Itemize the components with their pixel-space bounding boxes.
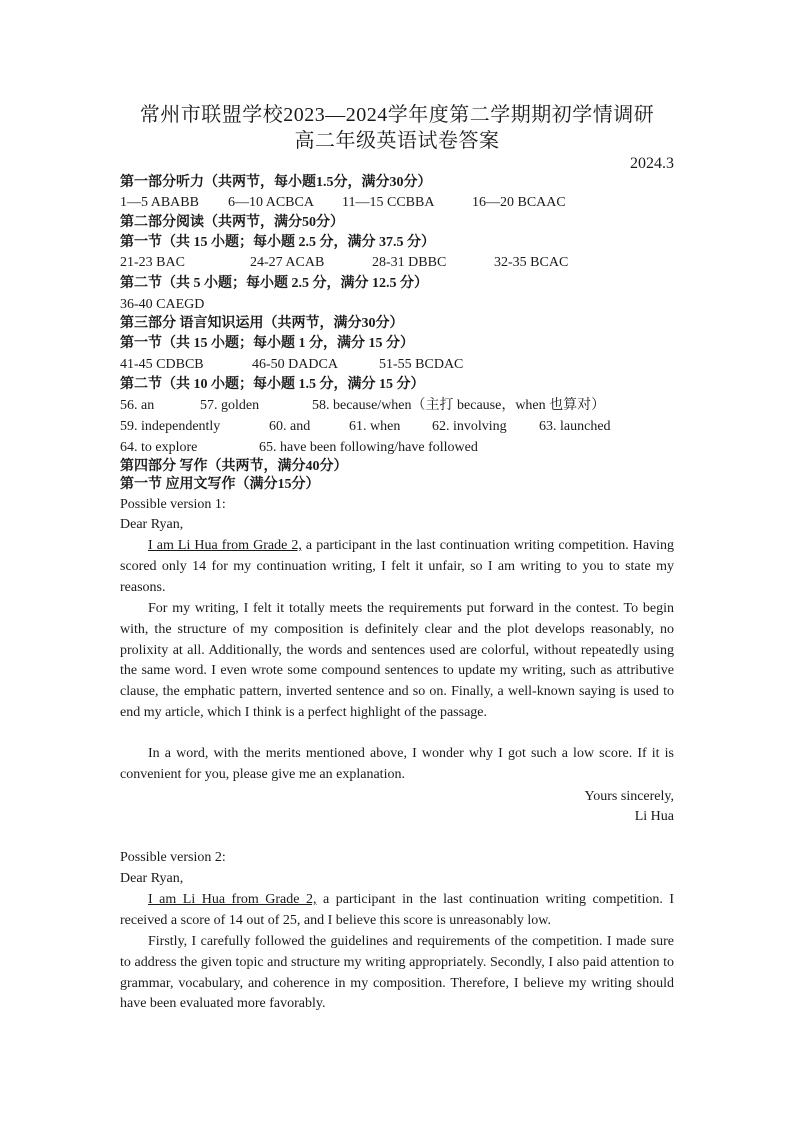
page-title: 常州市联盟学校2023—2024学年度第二学期期初学情调研 [139,104,655,126]
paragraph-text: a participant in the last continuation writing competition. Having scored only 14 for my continuation writing, I felt it unfair, so I am writing to you to state my reasons. [120,538,674,595]
version2-greeting: Dear Ryan, [120,871,184,886]
blank-answer: 58. because/when（主打 because，when 也算对） [312,398,606,413]
blank-answer: 63. launched [539,419,611,434]
blank-answer: 62. involving [432,419,507,434]
answer-group: 36-40 CAEGD [120,297,205,312]
answer-group: 21-23 BAC [120,255,185,270]
part3-section2-heading: 第二节（共 10 小题；每小题 1.5 分，满分 15 分） [120,377,425,392]
answer-group: 16—20 BCAAC [472,195,566,210]
version2-paragraph-1 [120,890,674,932]
part1-heading: 第一部分听力（共两节，每小题1.5分，满分30分） [120,175,432,190]
blank-answer: 60. and [269,419,311,434]
answer-group: 41-45 CDBCB [120,357,204,372]
answer-group: 11—15 CCBBA [342,195,435,210]
version1-greeting: Dear Ryan, [120,517,184,532]
version1-paragraph-3: In a word, with the merits mentioned above, I wonder why I got such a low score. If it is convenient for you, please give me an explanation. [120,746,674,782]
answer-group: 46-50 DADCA [252,357,338,372]
part3-heading: 第三部分 语言知识运用（共两节，满分30分） [120,316,404,331]
exam-date: 2024.3 [630,155,674,172]
part4-section1-heading: 第一节 应用文写作（满分15分） [120,477,320,492]
part2-section2-heading: 第二节（共 5 小题；每小题 2.5 分，满分 12.5 分） [120,276,428,291]
version1-label: Possible version 1: [120,497,226,512]
part2-heading: 第二部分阅读（共两节，满分50分） [120,215,344,230]
blank-answer: 64. to explore [120,440,198,455]
version1-paragraph-1 [120,536,674,598]
underlined-intro: I am Li Hua from Grade 2, [148,892,317,907]
page-subtitle: 高二年级英语试卷答案 [294,130,500,152]
version1-closing: Yours sincerely, [584,789,674,804]
part3-section1-heading: 第一节（共 15 小题；每小题 1 分，满分 15 分） [120,336,414,351]
blank-answer: 56. an [120,398,155,413]
version2-paragraph-2: Firstly, I carefully followed the guidelines and requirements of the competition. I made sure to address the given topic and structure my writing appropriately. Secondly, I also paid attention to grammar, vocabulary, and coherence in my composition. Therefore, I believe my writing should have been evaluated more favorably. [120,934,674,1012]
answer-group: 28-31 DBBC [372,255,447,270]
part4-heading: 第四部分 写作（共两节，满分40分） [120,459,348,474]
underlined-intro: I am Li Hua from Grade 2, [148,538,302,553]
answer-group: 32-35 BCAC [494,255,569,270]
answer-group: 51-55 BCDAC [379,357,464,372]
blank-answer: 61. when [349,419,401,434]
blank-answer: 57. golden [200,398,260,413]
version2-label: Possible version 2: [120,850,226,865]
version1-signature: Li Hua [634,809,674,824]
version1-paragraph-2: For my writing, I felt it totally meets the requirements put forward in the contest. To begin with, the structure of my composition is definitely clear and the plot develops reasonably, no prolixity at all. Additionally, the words and sentences used are colorful, without repeatedly using the same word. I even wrote some compound sentences to update my writing, such as attributive clause, the emphatic pattern, inverted sentence and so on. Finally, a well-known saying is used to end my article, which I think is a perfect highlight of the passage. [120,601,674,720]
answer-group: 24-27 ACAB [250,255,325,270]
answer-group: 6—10 ACBCA [228,195,314,210]
answer-group: 1—5 ABABB [120,195,199,210]
part2-section1-heading: 第一节（共 15 小题；每小题 2.5 分，满分 37.5 分） [120,235,435,250]
blank-answer: 65. have been following/have followed [259,440,478,455]
blank-answer: 59. independently [120,419,221,434]
paragraph-text: a participant in the last continuation writing competition. I received a score of 14 out of 25, and I believe this score is unreasonably low. [120,892,674,928]
